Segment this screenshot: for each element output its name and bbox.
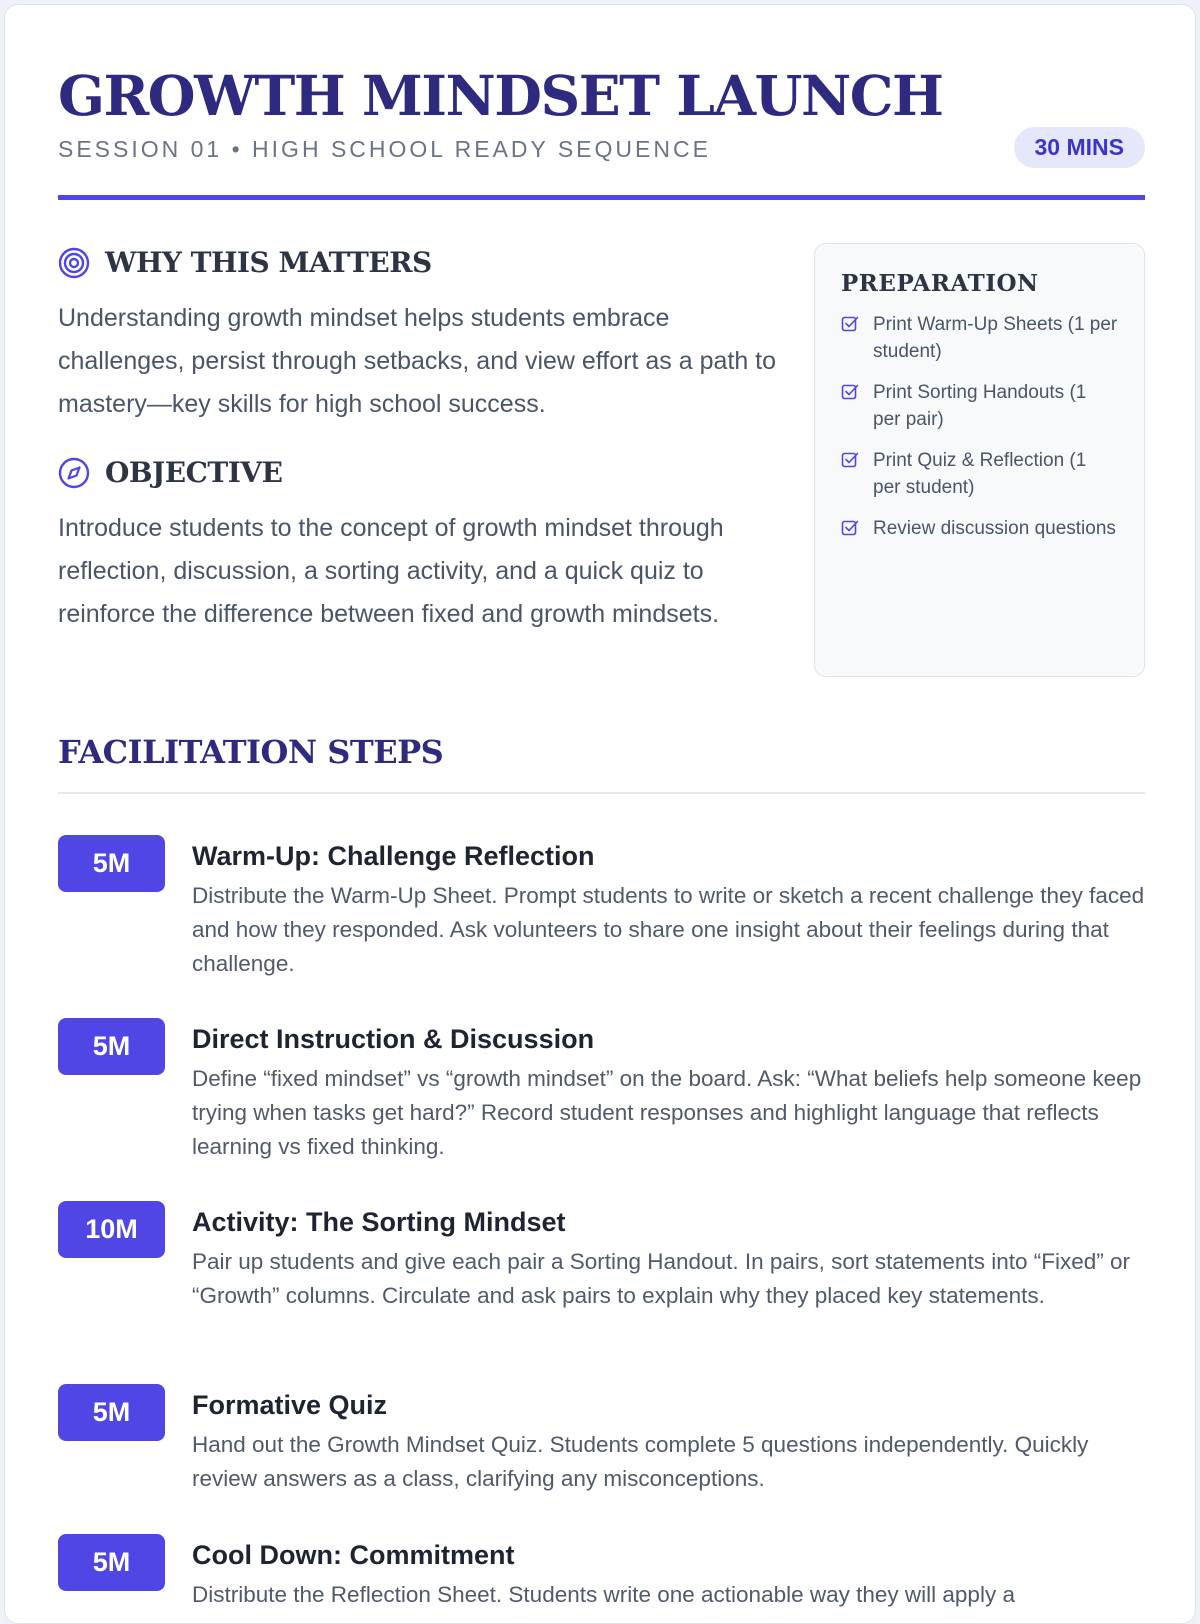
checkbox-icon [841,447,873,474]
preparation-item [841,515,1118,542]
preparation-item-text: Print Warm-Up Sheets (1 per student) [873,314,1118,362]
preparation-title: PREPARATION [841,270,1039,297]
preparation-item [841,379,1118,433]
objective-section-header [58,456,282,489]
step-description: Define “fixed mindset” vs “growth mindset” on the board. Ask: “What beliefs help someone keep trying when tasks get hard?” Record student responses and highlight language that reflects learning vs fixed thinking. [192,1066,1142,1159]
steps-divider [58,792,1145,794]
step-description: Distribute the Reflection Sheet. Students write one actionable way they will apply a [192,1582,1015,1607]
step-title: Formative Quiz [192,1390,388,1420]
step-title: Cool Down: Commitment [192,1540,515,1570]
step-duration-badge: 5M [58,1534,165,1591]
compass-icon [58,457,90,489]
step-duration-badge: 5M [58,1018,165,1075]
preparation-item [841,311,1118,365]
step-description: Distribute the Warm-Up Sheet. Prompt students to write or sketch a recent challenge they faced and how they responded. Ask volunteers to share one insight about their feelings during that challenge. [192,883,1145,976]
objective-section-title: OBJECTIVE [105,456,283,489]
preparation-card [814,243,1145,677]
header-divider [58,195,1145,200]
step-description: Pair up students and give each pair a Sorting Handout. In pairs, sort statements into “Fixed” or “Growth” columns. Circulate and ask pairs to explain why they placed key statements. [192,1249,1130,1308]
step-duration-badge: 10M [58,1201,165,1258]
page-title: GROWTH MINDSET LAUNCH [58,63,943,128]
lesson-plan-page [4,4,1196,1624]
step-description: Hand out the Growth Mindset Quiz. Students complete 5 questions independently. Quickly review answers as a class, clarifying any misconceptions. [192,1432,1089,1491]
facilitation-steps-title: FACILITATION STEPS [58,733,444,771]
duration-badge: 30 MINS [1014,127,1145,168]
step-duration-badge: 5M [58,835,165,892]
preparation-item-text: Print Sorting Handouts (1 per pair) [873,382,1087,430]
page-subtitle: SESSION 01 • HIGH SCHOOL READY SEQUENCE [58,136,711,162]
step-duration-badge: 5M [58,1384,165,1441]
step-title: Direct Instruction & Discussion [192,1024,595,1054]
why-section-title: WHY THIS MATTERS [105,246,432,279]
step-title: Warm-Up: Challenge Reflection [192,841,595,871]
preparation-item [841,447,1118,501]
why-section-header [58,246,432,279]
target-icon [58,247,90,279]
step-title: Activity: The Sorting Mindset [192,1207,566,1237]
checkbox-icon [841,379,873,406]
checkbox-icon [841,311,873,338]
objective-section-text: Introduce students to the concept of growth mindset through reflection, discussion, a sorting activity, and a quick quiz to reinforce the difference between fixed and growth mindsets. [58,514,724,628]
preparation-item-text: Print Quiz & Reflection (1 per student) [873,450,1087,498]
preparation-item-text: Review discussion questions [873,518,1116,539]
checkbox-icon [841,515,873,542]
why-section-text: Understanding growth mindset helps students embrace challenges, persist through setbacks, and view effort as a path to mastery—key skills for high school success. [58,304,777,418]
